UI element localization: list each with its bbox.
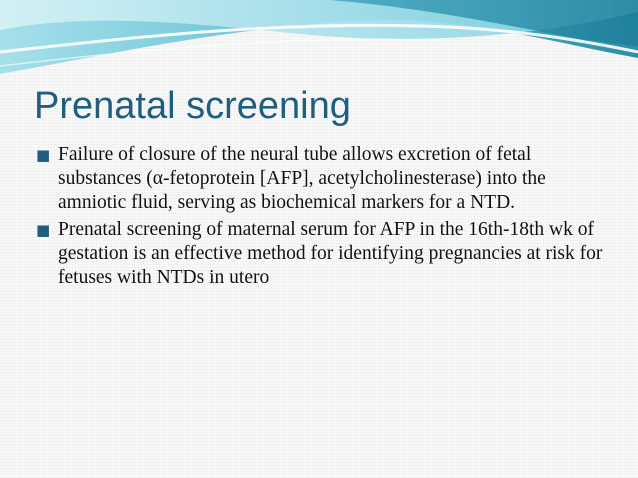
bullet-item <box>36 143 616 215</box>
header-wave-decoration <box>0 0 638 80</box>
square-bullet-icon <box>36 223 51 238</box>
bullet-text: Failure of closure of the neural tube allows excretion of fetal substances (α-fetoprotein [AFP], acetylcholinesterase) into the amniotic fluid, serving as biochemical markers for a NTD. <box>58 144 546 213</box>
bullet-item <box>36 218 616 290</box>
slide-title: Prenatal screening <box>34 85 351 127</box>
bullet-list <box>36 143 616 293</box>
square-bullet-icon <box>36 148 51 163</box>
bullet-text: Prenatal screening of maternal serum for AFP in the 16th-18th wk of gestation is an effective method for identifying pregnancies at risk for fetuses with NTDs in utero <box>58 219 603 288</box>
